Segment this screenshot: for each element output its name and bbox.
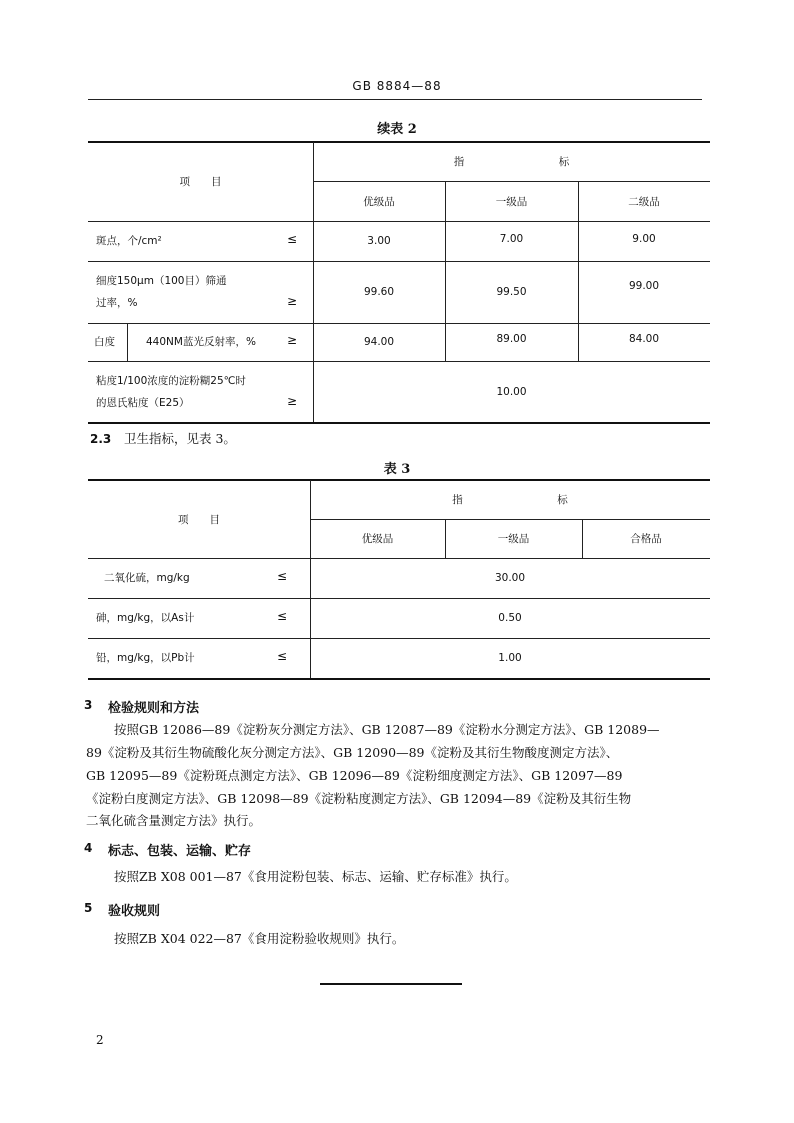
- table2-row-group-label: 白度: [94, 336, 115, 348]
- section-3-line: 二氧化硫含量测定方法》执行。: [86, 813, 262, 828]
- table3-row-label: 铅，mg/kg，以Pb计: [96, 652, 195, 664]
- table-cell-value: 99.00: [628, 280, 660, 292]
- table2-row-label: 斑点，个/cm²: [96, 235, 162, 247]
- grade-header: 优级品: [361, 533, 394, 545]
- comparison-symbol: ≤: [277, 649, 288, 663]
- section-number: 4: [84, 841, 93, 855]
- grade-header: 二级品: [628, 195, 660, 208]
- standard-number-header: GB 8884—88: [352, 79, 442, 93]
- section-2-3-text: 卫生指标，见表 3。: [124, 431, 236, 446]
- comparison-symbol: ≤: [277, 569, 288, 583]
- section-title: 验收规则: [108, 904, 161, 919]
- table3-bottom-rule: [88, 678, 710, 680]
- section-title: 标志、包装、运输、贮存: [108, 844, 252, 859]
- section-5-text: 按照ZB X04 022—87《食用淀粉验收规则》执行。: [114, 931, 405, 946]
- table2-item-header: 项 目: [179, 176, 222, 188]
- table-cell-value: 94.00: [363, 336, 395, 348]
- table-cell-value: 89.00: [496, 333, 527, 345]
- section-number: 2.3: [90, 432, 112, 446]
- table3-item-header: 项 目: [178, 513, 220, 526]
- table-cell-value: 99.60: [363, 286, 395, 298]
- table-cell-value: 9.00: [632, 233, 656, 245]
- section-number: 3: [84, 698, 93, 712]
- table2-row-label: 过率，%: [96, 297, 138, 309]
- grade-header: 一级品: [497, 533, 530, 545]
- comparison-symbol: ≥: [287, 394, 298, 408]
- section-title: 检验规则和方法: [108, 701, 200, 716]
- table2-row-label: 的恩氏粘度（E25）: [96, 397, 190, 409]
- table2-caption: 续表 2: [377, 122, 417, 137]
- comparison-symbol: ≤: [287, 232, 298, 246]
- end-of-document-rule: [320, 983, 462, 985]
- section-4-text: 按照ZB X08 001—87《食用淀粉包装、标志、运输、贮存标准》执行。: [114, 869, 517, 884]
- table2-row-label: 细度150μm（100目）筛通: [96, 275, 227, 287]
- table3-caption: 表 3: [383, 462, 411, 477]
- comparison-symbol: ≥: [287, 294, 298, 308]
- table2-row-label: 440NM蓝光反射率，%: [146, 336, 256, 348]
- header-rule: [88, 99, 702, 100]
- grade-header: 优级品: [363, 195, 395, 208]
- table3-row-label: 二氧化硫，mg/kg: [104, 572, 190, 584]
- table3-index-header: 指 标: [452, 494, 568, 506]
- table-cell-value: 30.00: [494, 572, 526, 584]
- comparison-symbol: ≤: [277, 609, 288, 623]
- section-3-line: GB 12095—89《淀粉斑点测定方法》、GB 12096—89《淀粉细度测定方法》、GB 12097—89: [86, 768, 623, 783]
- section-number: 5: [84, 901, 93, 915]
- section-3-line: 《淀粉白度测定方法》、GB 12098—89《淀粉粘度测定方法》、GB 12094—89《淀粉及其衍生物: [86, 791, 632, 806]
- comparison-symbol: ≥: [287, 333, 298, 347]
- table2-index-header: 指 标: [453, 156, 570, 168]
- table-cell-value: 10.00: [496, 385, 527, 398]
- page-number: 2: [96, 1033, 104, 1047]
- table-cell-value: 0.50: [498, 612, 522, 624]
- table-cell-value: 3.00: [367, 235, 391, 247]
- table-cell-value: 7.00: [499, 233, 524, 245]
- table-cell-value: 84.00: [628, 333, 660, 345]
- table-cell-value: 1.00: [498, 652, 522, 664]
- table3-row-label: 砷，mg/kg，以As计: [96, 612, 195, 624]
- grade-header: 合格品: [630, 533, 662, 545]
- section-3-line: 89《淀粉及其衍生物硫酸化灰分测定方法》、GB 12090—89《淀粉及其衍生物酸度测定方法》、: [86, 745, 619, 760]
- section-3-line: 按照GB 12086—89《淀粉灰分测定方法》、GB 12087—89《淀粉水分测定方法》、GB 12089—: [114, 722, 660, 737]
- table2-bottom-rule: [88, 422, 710, 424]
- table-cell-value: 99.50: [496, 286, 527, 298]
- table2-row-label: 粘度1/100浓度的淀粉糊25℃时: [96, 375, 246, 387]
- grade-header: 一级品: [495, 195, 528, 208]
